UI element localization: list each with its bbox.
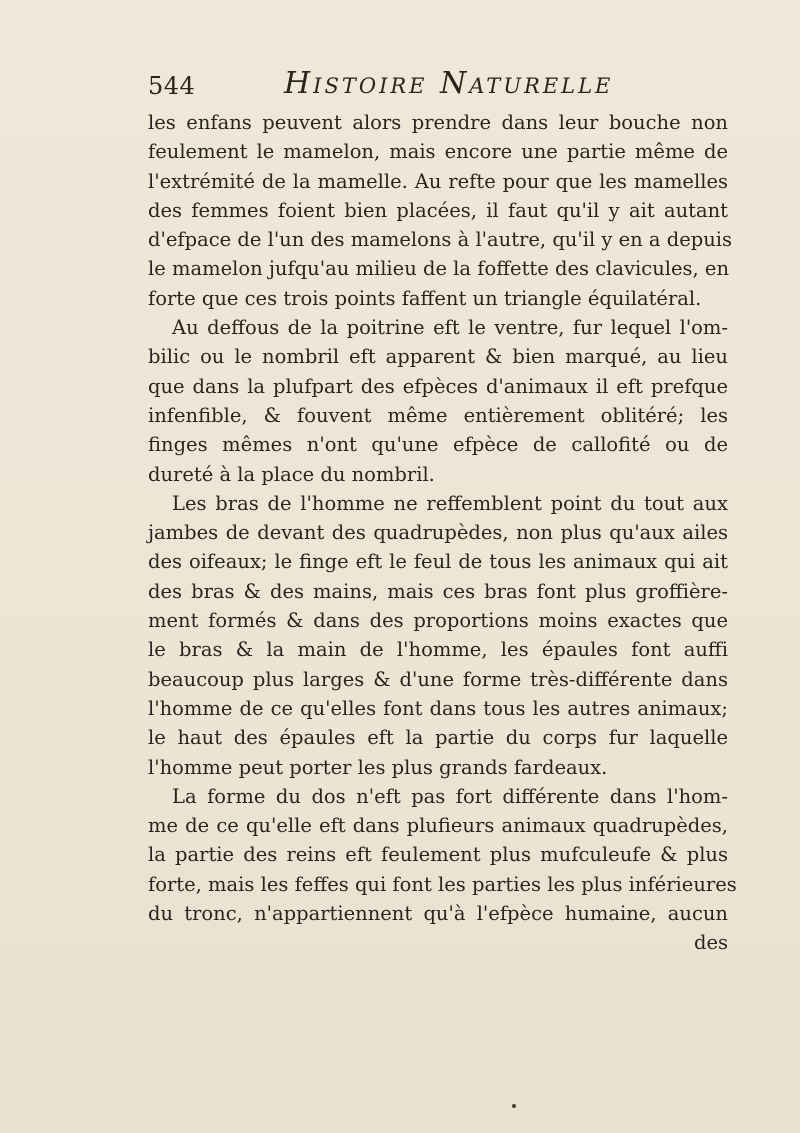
text-line: forte, mais les feffes qui font les parties les plus inférieures xyxy=(148,872,737,896)
text-line: des oifeaux; le finge eft le feul de tous les animaux qui ait xyxy=(148,550,728,574)
text-line: que dans la plufpart des efpèces d'animaux il eft prefque xyxy=(148,374,728,398)
text-line: du tronc, n'appartiennent qu'à l'efpèce humaine, aucun xyxy=(148,902,728,926)
ink-speck xyxy=(512,1104,516,1108)
running-title: Histoire Naturelle xyxy=(284,66,614,101)
page-header xyxy=(148,62,668,102)
text-line: forte que ces trois points faffent un triangle équilatéral. xyxy=(148,286,702,310)
text-line: l'extrémité de la mamelle. Au refte pour que les mamelles xyxy=(148,169,728,193)
text-line: Au deffous de la poitrine eft le ventre, fur lequel l'om- xyxy=(172,316,728,340)
text-line: les enfans peuvent alors prendre dans leur bouche non xyxy=(148,111,728,134)
text-line: des femmes foient bien placées, il faut qu'il y ait autant xyxy=(148,198,728,222)
text-line: infenfible, & fouvent même entièrement oblitéré; les xyxy=(148,403,728,427)
text-line: dureté à la place du nombril. xyxy=(148,462,435,486)
text-line: d'efpace de l'un des mamelons à l'autre, qu'il y en a depuis xyxy=(148,228,733,252)
text-line: feulement le mamelon, mais encore une partie même de xyxy=(148,140,728,164)
text-line: bilic ou le nombril eft apparent & bien marqué, au lieu xyxy=(148,345,728,369)
text-line: La forme du dos n'eft pas fort différente dans l'hom- xyxy=(172,784,728,808)
text-line: la partie des reins eft feulement plus mufculeufe & plus xyxy=(148,843,728,867)
text-line: des bras & des mains, mais ces bras font plus groffière- xyxy=(148,579,728,603)
page-number: 544 xyxy=(148,72,196,100)
text-line: me de ce qu'elle eft dans plufieurs animaux quadrupèdes, xyxy=(148,814,728,838)
text-line: ment formés & dans des proportions moins exactes que xyxy=(148,609,728,633)
text-line: l'homme peut porter les plus grands fardeaux. xyxy=(148,755,608,779)
body-text xyxy=(148,108,737,958)
text-line: Les bras de l'homme ne reffemblent point du tout aux xyxy=(172,491,728,515)
text-line: jambes de devant des quadrupèdes, non plus qu'aux ailes xyxy=(148,521,728,545)
text-line: l'homme de ce qu'elles font dans tous les autres animaux; xyxy=(148,696,728,720)
text-line: finges mêmes n'ont qu'une efpèce de callofité ou de xyxy=(148,433,728,457)
catchword: des xyxy=(693,931,728,955)
text-line: le bras & la main de l'homme, les épaules font auffi xyxy=(148,638,728,662)
text-line: le mamelon jufqu'au milieu de la foffette des clavicules, en xyxy=(148,257,730,281)
text-line: le haut des épaules eft la partie du corps fur laquelle xyxy=(148,726,728,750)
text-line: beaucoup plus larges & d'une forme très-différente dans xyxy=(148,667,728,691)
